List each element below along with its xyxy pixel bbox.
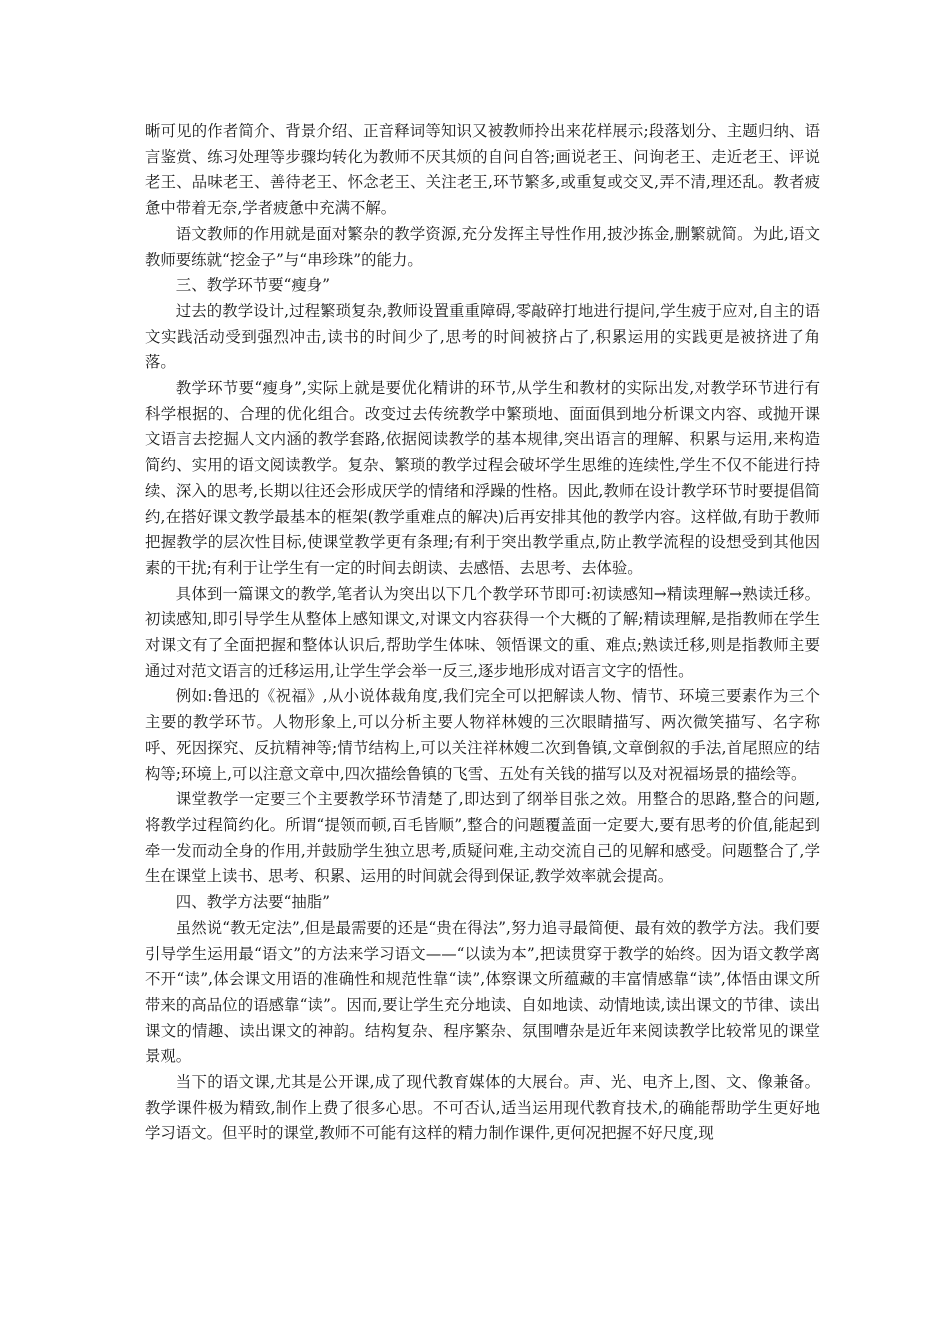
document-body	[145, 119, 820, 1147]
paragraph: 具体到一篇课文的教学,笔者认为突出以下几个教学环节即可:初读感知→精读理解→熟读迁移。初读感知,即引导学生从整体上感知课文,对课文内容获得一个大概的了解;精读理解,是指教师在学生对课文有了全面把握和整体认识后,帮助学生体味、领悟课文的重、难点;熟读迁移,则是指教师主要通过对范文语言的迁移运用,让学生学会举一反三,逐步地形成对语言文字的悟性。	[145, 584, 820, 680]
paragraph: 语文教师的作用就是面对繁杂的教学资源,充分发挥主导性作用,披沙拣金,删繁就简。为此,语文教师要练就“挖金子”与“串珍珠”的能力。	[145, 224, 820, 269]
paragraph: 晰可见的作者简介、背景介绍、正音释词等知识又被教师拎出来花样展示;段落划分、主题归纳、语言鉴赏、练习处理等步骤均转化为教师不厌其烦的自问自答;画说老王、问询老王、走近老王、评说老王、品味老王、善待老王、怀念老王、关注老王,环节繁多,或重复或交叉,弄不清,理还乱。教者疲惫中带着无奈,学者疲惫中充满不解。	[145, 122, 820, 218]
paragraph: 过去的教学设计,过程繁琐复杂,教师设置重重障碍,零敲碎打地进行提问,学生疲于应对,自主的语文实践活动受到强烈冲击,读书的时间少了,思考的时间被挤占了,积累运用的实践更是被挤进了角落。	[145, 301, 820, 372]
paragraph: 虽然说“教无定法”,但是最需要的还是“贵在得法”,努力追寻最简便、最有效的教学方法。我们要引导学生运用最“语文”的方法来学习语文——“以读为本”,把读贯穿于教学的始终。因为语文教学离不开“读”,体会课文用语的准确性和规范性靠“读”,体察课文所蕴藏的丰富情感靠“读”,体悟由课文所带来的高品位的语感靠“读”。因而,要让学生充分地读、自如地读、动情地读,读出课文的节律、读出课文的情趣、读出课文的神韵。结构复杂、程序繁杂、氛围嘈杂是近年来阅读教学比较常见的课堂景观。	[145, 918, 820, 1066]
paragraph: 教学环节要“瘦身”,实际上就是要优化精讲的环节,从学生和教材的实际出发,对教学环节进行有科学根据的、合理的优化组合。改变过去传统教学中繁琐地、面面俱到地分析课文内容、或抛开课文语言去挖掘人文内涵的教学套路,依据阅读教学的基本规律,突出语言的理解、积累与运用,来构造简约、实用的语文阅读教学。复杂、繁琐的教学过程会破坏学生思维的连续性,学生不仅不能进行持续、深入的思考,长期以往还会形成厌学的情绪和浮躁的性格。因此,教师在设计教学环节时要提倡简约,在搭好课文教学最基本的框架(教学重难点的解决)后再安排其他的教学内容。这样做,有助于教师把握教学的层次性目标,使课堂教学更有条理;有利于突出教学重点,防止教学流程的设想受到其他因素的干扰;有利于让学生有一定的时间去朗读、去感悟、去思考、去体验。	[145, 379, 820, 577]
section-heading: 三、教学环节要“瘦身”	[175, 276, 331, 295]
paragraph: 课堂教学一定要三个主要教学环节清楚了,即达到了纲举目张之效。用整合的思路,整合的问题,将教学过程简约化。所谓“提领而顿,百毛皆顺”,整合的问题覆盖面一定要大,要有思考的价值,能起到牵一发而动全身的作用,并鼓励学生独立思考,质疑问难,主动交流自己的见解和感受。问题整合了,学生在课堂上读书、思考、积累、运用的时间就会得到保证,教学效率就会提高。	[145, 790, 820, 886]
paragraph: 当下的语文课,尤其是公开课,成了现代教育媒体的大展台。声、光、电齐上,图、文、像兼备。教学课件极为精致,制作上费了很多心思。不可否认,适当运用现代教育技术,的确能帮助学生更好地学习语文。但平时的课堂,教师不可能有这样的精力制作课件,更何况把握不好尺度,现	[145, 1073, 820, 1143]
section-heading: 四、教学方法要“抽脂”	[175, 893, 331, 912]
paragraph: 例如:鲁迅的《祝福》,从小说体裁角度,我们完全可以把解读人物、情节、环境三要素作为三个主要的教学环节。人物形象上,可以分析主要人物祥林嫂的三次眼睛描写、两次微笑描写、名字称呼、死因探究、反抗精神等;情节结构上,可以关注祥林嫂二次到鲁镇,文章倒叙的手法,首尾照应的结构等;环境上,可以注意文章中,四次描绘鲁镇的飞雪、五处有关钱的描写以及对祝福场景的描绘等。	[145, 687, 820, 783]
